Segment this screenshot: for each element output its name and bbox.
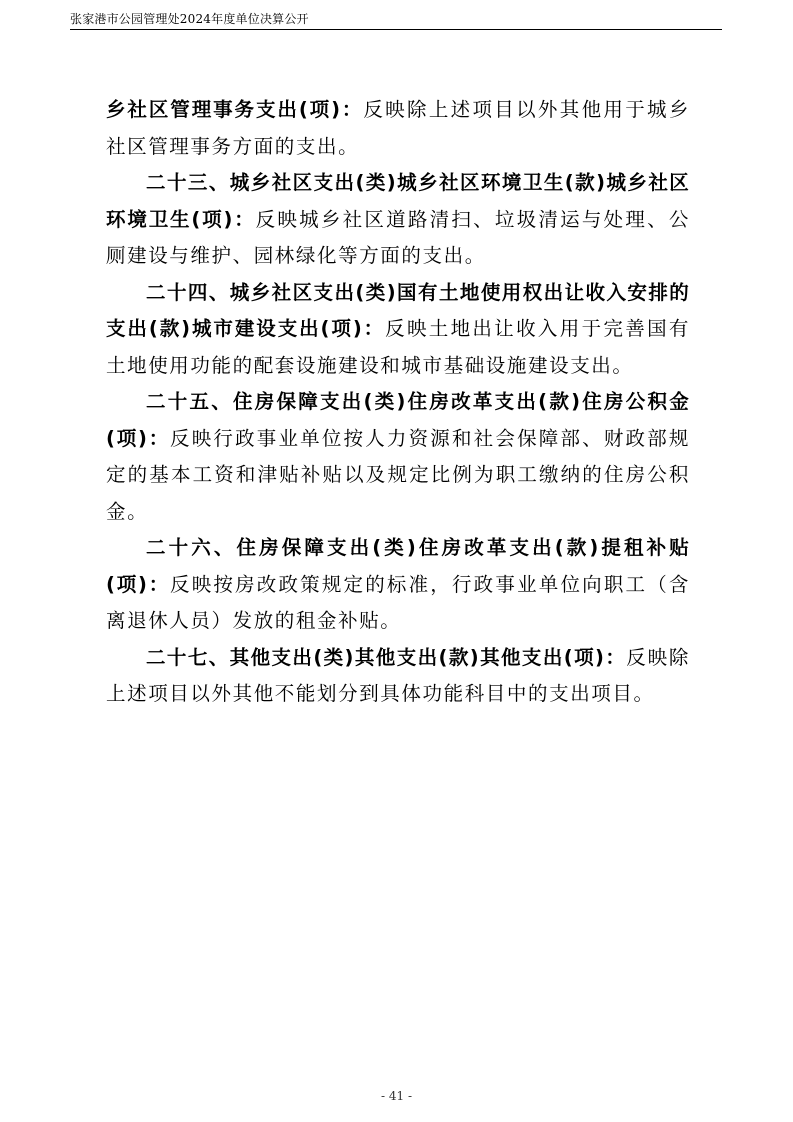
paragraph-item-25 (106, 384, 690, 530)
paragraph-heading: 乡社区管理事务支出(项)： (106, 98, 364, 121)
paragraph-heading: 二十七、其他支出(类)其他支出(款)其他支出(项)： (146, 645, 627, 669)
paragraph-text: 反映行政事业单位按人力资源和社会保障部、财政部规定的基本工资和津贴补贴以及规定比例为职工缴纳的住房公积金。 (106, 426, 691, 523)
header-title: 张家港市公园管理处2024年度单位决算公开 (70, 12, 309, 26)
paragraph-item-24 (106, 275, 690, 385)
paragraph-heading: 二十六、住房保障支出(类)住房改革支出(款)提租补贴(项)： (106, 536, 690, 596)
paragraph-text: 反映除上述项目以外其他用于城乡社区管理事务方面的支出。 (106, 98, 690, 158)
paragraph-item-26 (106, 530, 690, 640)
paragraph-text: 反映城乡社区道路清扫、垃圾清运与处理、公厕建设与维护、园林绿化等方面的支出。 (106, 207, 690, 267)
paragraph-text: 反映按房改政策规定的标准，行政事业单位向职工（含离退休人员）发放的租金补贴。 (106, 572, 691, 632)
paragraph-heading: 二十三、城乡社区支出(类)城乡社区环境卫生(款)城乡社区环境卫生(项)： (106, 171, 690, 231)
paragraph-text: 反映除上述项目以外其他不能划分到具体功能科目中的支出项目。 (106, 645, 690, 705)
page-header (70, 11, 722, 30)
paragraph-heading: 二十五、住房保障支出(类)住房改革支出(款)住房公积金(项)： (106, 390, 690, 450)
paragraph-item-27 (106, 640, 690, 713)
paragraph-text: 反映土地出让收入用于完善国有土地使用功能的配套设施建设和城市基础设施建设支出。 (106, 317, 690, 377)
document-body (106, 92, 690, 713)
paragraph-heading: 二十四、城乡社区支出(类)国有土地使用权出让收入安排的支出(款)城市建设支出(项)： (106, 280, 690, 340)
paragraph-community-management (106, 92, 690, 165)
page-number: - 41 - (380, 1089, 412, 1103)
paragraph-item-23 (106, 165, 690, 275)
